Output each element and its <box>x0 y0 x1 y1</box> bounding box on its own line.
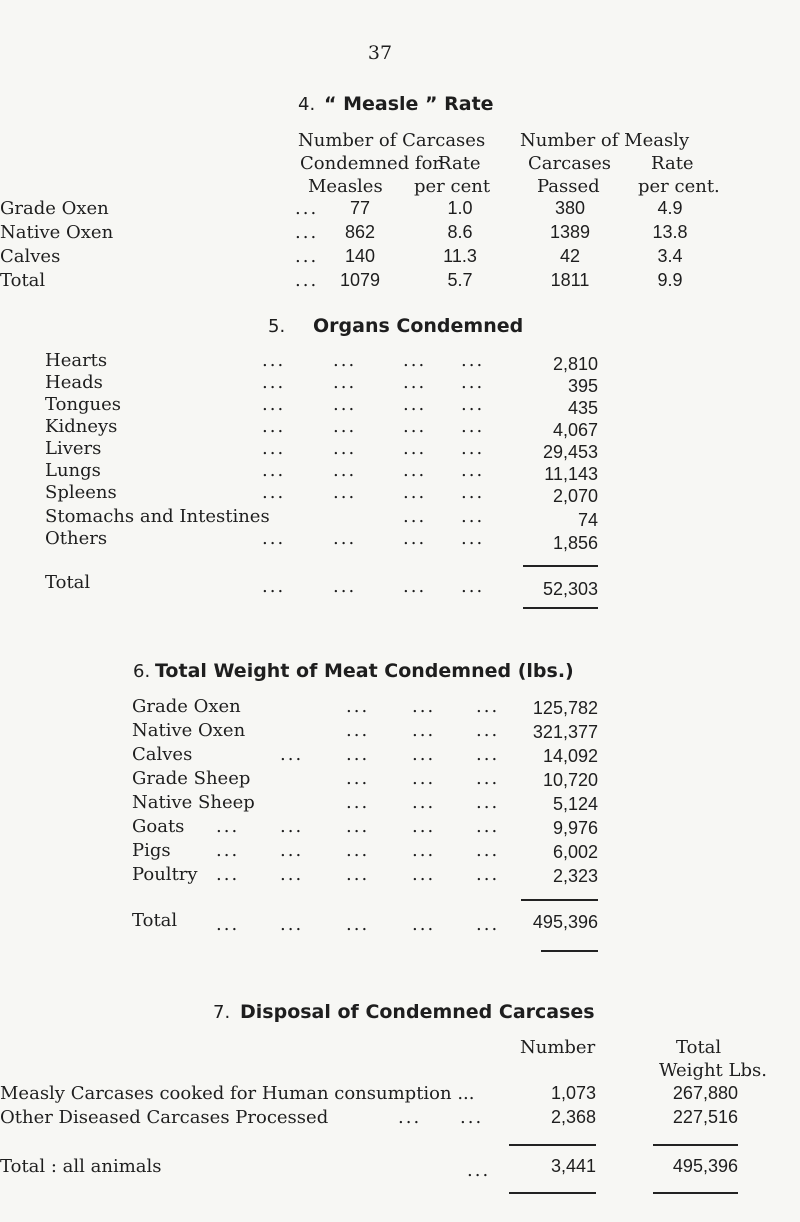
leader-dots: ... <box>346 792 370 813</box>
leader-dots: ... <box>346 720 370 741</box>
leader-dots: ... <box>403 576 427 597</box>
leader-dots: ... <box>476 768 500 789</box>
weight-label: Grade Sheep <box>132 768 251 789</box>
leader-dots: ... <box>333 416 357 437</box>
row-label: Measly Carcases cooked for Human consumption ... <box>0 1083 475 1104</box>
weight-value: 125,782 <box>532 698 598 718</box>
leader-dots: ... <box>412 864 436 885</box>
passed-value: 1389 <box>549 222 591 242</box>
header-measly-line2: Carcases <box>528 153 612 174</box>
total-rule <box>541 950 598 952</box>
subtotal-rule <box>523 565 598 567</box>
leader-dots: ... <box>403 372 427 393</box>
condemned-value: 140 <box>344 246 376 266</box>
leader-dots: ... <box>403 528 427 549</box>
weight-value: 9,976 <box>552 818 598 838</box>
row-label: Other Diseased Carcases Processed <box>0 1107 329 1128</box>
section-number: 4. <box>298 94 316 115</box>
passed-value: 1811 <box>550 270 590 290</box>
leader-dots: ... <box>412 792 436 813</box>
leader-dots: ... <box>476 864 500 885</box>
section-number: 5. <box>268 316 286 337</box>
weight-label: Poultry <box>132 864 198 885</box>
leader-dots: ... <box>346 816 370 837</box>
rate2-value: 3.4 <box>657 246 683 266</box>
weight-value: 6,002 <box>552 842 598 862</box>
leader-dots: ... <box>476 792 500 813</box>
organ-label: Hearts <box>45 350 108 371</box>
leader-dots: ... <box>216 864 240 885</box>
header-rate2-line3: per cent. <box>638 176 720 197</box>
rate1-value: 5.7 <box>447 270 473 290</box>
leader-dots: ... <box>333 394 357 415</box>
leader-dots: ... <box>295 246 319 267</box>
leader-dots: ... <box>346 696 370 717</box>
number-value: 2,368 <box>550 1107 596 1127</box>
leader-dots: ... <box>476 696 500 717</box>
weight-label: Calves <box>132 744 193 765</box>
organ-value: 2,810 <box>552 354 598 374</box>
organ-value: 2,070 <box>552 486 598 506</box>
row-label: Total <box>0 270 46 291</box>
leader-dots: ... <box>333 438 357 459</box>
number-total-rule <box>509 1192 596 1194</box>
weight-value: 227,516 <box>672 1107 738 1127</box>
organ-value: 4,067 <box>552 420 598 440</box>
weight-label: Native Sheep <box>132 792 255 813</box>
rate1-value: 1.0 <box>447 198 473 218</box>
rate2-value: 13.8 <box>652 222 688 242</box>
leader-dots: ... <box>403 416 427 437</box>
leader-dots: ... <box>333 528 357 549</box>
leader-dots: ... <box>262 416 286 437</box>
leader-dots: ... <box>280 840 304 861</box>
header-rate1-line3: per cent <box>414 176 491 197</box>
leader-dots: ... <box>467 1160 491 1181</box>
leader-dots: ... <box>262 576 286 597</box>
row-label: Grade Oxen <box>0 198 109 219</box>
leader-dots: ... <box>403 506 427 527</box>
header-condemned-line2: Condemned for <box>300 153 442 174</box>
leader-dots: ... <box>476 914 500 935</box>
leader-dots: ... <box>461 528 485 549</box>
leader-dots: ... <box>412 914 436 935</box>
section-number: 7. <box>213 1002 231 1023</box>
weight-label: Grade Oxen <box>132 696 241 717</box>
leader-dots: ... <box>333 460 357 481</box>
total-rule <box>523 607 598 609</box>
condemned-value: 1079 <box>339 270 381 290</box>
leader-dots: ... <box>333 576 357 597</box>
organ-label: Tongues <box>45 394 122 415</box>
header-rate1-line2: Rate <box>438 153 481 174</box>
header-measly-line3: Passed <box>537 176 600 197</box>
total-value: 52,303 <box>542 579 598 599</box>
leader-dots: ... <box>216 840 240 861</box>
leader-dots: ... <box>262 350 286 371</box>
total-number: 3,441 <box>550 1156 596 1176</box>
leader-dots: ... <box>346 914 370 935</box>
leader-dots: ... <box>346 768 370 789</box>
header-number: Number <box>520 1037 596 1058</box>
leader-dots: ... <box>262 528 286 549</box>
leader-dots: ... <box>333 350 357 371</box>
weight-value: 5,124 <box>552 794 598 814</box>
number-subtotal-rule <box>509 1144 596 1146</box>
leader-dots: ... <box>398 1107 422 1128</box>
leader-dots: ... <box>346 744 370 765</box>
rate2-value: 9.9 <box>657 270 683 290</box>
subtotal-rule <box>521 899 598 901</box>
leader-dots: ... <box>346 840 370 861</box>
organ-label: Lungs <box>45 460 101 481</box>
weight-value: 2,323 <box>552 866 598 886</box>
header-weight-line2: Weight Lbs. <box>659 1060 767 1081</box>
weight-total-rule <box>653 1192 738 1194</box>
weight-value: 14,092 <box>542 746 598 766</box>
leader-dots: ... <box>461 482 485 503</box>
leader-dots: ... <box>476 720 500 741</box>
leader-dots: ... <box>476 816 500 837</box>
leader-dots: ... <box>476 840 500 861</box>
leader-dots: ... <box>262 460 286 481</box>
number-value: 1,073 <box>550 1083 596 1103</box>
leader-dots: ... <box>280 864 304 885</box>
leader-dots: ... <box>412 840 436 861</box>
leader-dots: ... <box>412 744 436 765</box>
header-rate2-line2: Rate <box>651 153 694 174</box>
leader-dots: ... <box>262 482 286 503</box>
leader-dots: ... <box>216 816 240 837</box>
passed-value: 380 <box>554 198 586 218</box>
section-title: Disposal of Condemned Carcases <box>240 1001 595 1023</box>
leader-dots: ... <box>403 394 427 415</box>
total-label: Total <box>132 910 178 931</box>
leader-dots: ... <box>412 816 436 837</box>
organ-label: Stomachs and Intestines <box>45 506 270 527</box>
leader-dots: ... <box>461 460 485 481</box>
organ-value: 11,143 <box>544 464 598 484</box>
weight-value: 267,880 <box>672 1083 738 1103</box>
weight-label: Goats <box>132 816 185 837</box>
condemned-value: 862 <box>344 222 376 242</box>
header-measly-line1: Number of Measly <box>520 130 690 151</box>
leader-dots: ... <box>461 372 485 393</box>
organ-value: 29,453 <box>542 442 598 462</box>
leader-dots: ... <box>280 744 304 765</box>
leader-dots: ... <box>346 864 370 885</box>
total-value: 495,396 <box>532 912 598 932</box>
leader-dots: ... <box>461 576 485 597</box>
leader-dots: ... <box>403 460 427 481</box>
leader-dots: ... <box>295 270 319 291</box>
header-condemned-line3: Measles <box>308 176 383 197</box>
leader-dots: ... <box>403 350 427 371</box>
section-title: Total Weight of Meat Condemned (lbs.) <box>155 660 574 682</box>
leader-dots: ... <box>412 696 436 717</box>
total-label: Total : all animals <box>0 1156 162 1177</box>
weight-label: Pigs <box>132 840 171 861</box>
section-title: Organs Condemned <box>313 315 524 337</box>
rate2-value: 4.9 <box>657 198 683 218</box>
section-number: 6. <box>133 661 151 682</box>
weight-subtotal-rule <box>653 1144 738 1146</box>
leader-dots: ... <box>461 394 485 415</box>
leader-dots: ... <box>280 914 304 935</box>
weight-value: 321,377 <box>532 722 598 742</box>
leader-dots: ... <box>333 482 357 503</box>
rate1-value: 11.3 <box>443 246 477 266</box>
leader-dots: ... <box>461 350 485 371</box>
leader-dots: ... <box>216 914 240 935</box>
section-title: “ Measle ” Rate <box>324 93 494 115</box>
weight-value: 10,720 <box>542 770 598 790</box>
leader-dots: ... <box>461 416 485 437</box>
leader-dots: ... <box>460 1107 484 1128</box>
leader-dots: ... <box>280 816 304 837</box>
organ-value: 1,856 <box>552 533 598 553</box>
rate1-value: 8.6 <box>447 222 473 242</box>
weight-label: Native Oxen <box>132 720 246 741</box>
total-label: Total <box>45 572 91 593</box>
organ-label: Livers <box>45 438 102 459</box>
total-weight: 495,396 <box>672 1156 738 1176</box>
leader-dots: ... <box>295 198 319 219</box>
leader-dots: ... <box>412 720 436 741</box>
passed-value: 42 <box>559 246 581 266</box>
row-label: Native Oxen <box>0 222 114 243</box>
header-weight-line1: Total <box>676 1037 722 1058</box>
organ-value: 395 <box>567 376 598 396</box>
leader-dots: ... <box>461 506 485 527</box>
organ-value: 435 <box>567 398 598 418</box>
organ-value: 74 <box>577 510 598 530</box>
leader-dots: ... <box>333 372 357 393</box>
leader-dots: ... <box>262 438 286 459</box>
leader-dots: ... <box>461 438 485 459</box>
organ-label: Kidneys <box>45 416 118 437</box>
leader-dots: ... <box>403 438 427 459</box>
condemned-value: 77 <box>349 198 371 218</box>
row-label: Calves <box>0 246 61 267</box>
organ-label: Spleens <box>45 482 117 503</box>
leader-dots: ... <box>262 372 286 393</box>
page-number: 37 <box>367 42 393 64</box>
organ-label: Heads <box>45 372 103 393</box>
header-condemned-line1: Number of Carcases <box>298 130 486 151</box>
leader-dots: ... <box>295 222 319 243</box>
organ-label: Others <box>45 528 108 549</box>
leader-dots: ... <box>476 744 500 765</box>
leader-dots: ... <box>403 482 427 503</box>
leader-dots: ... <box>262 394 286 415</box>
leader-dots: ... <box>412 768 436 789</box>
